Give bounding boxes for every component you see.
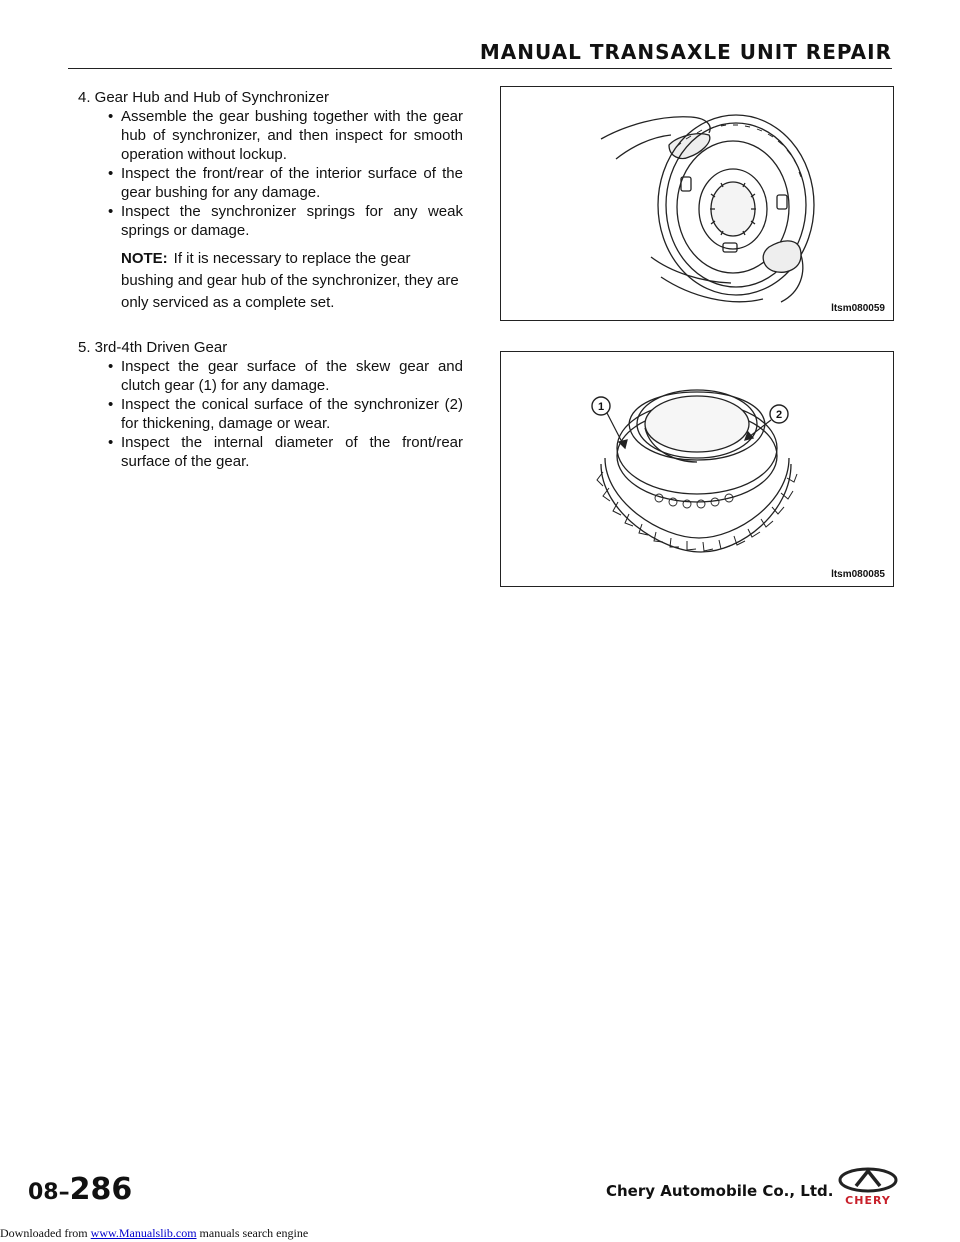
header-title: MANUAL TRANSAXLE UNIT REPAIR <box>479 40 892 64</box>
callout-label: 1 <box>597 401 605 413</box>
figure-driven-gear <box>500 351 894 587</box>
list-item <box>78 357 463 395</box>
page-number-value: 286 <box>69 1172 133 1207</box>
bullet-icon: • <box>108 165 114 182</box>
bullet-icon: • <box>108 203 114 220</box>
bullet-list <box>78 107 463 240</box>
header-rule <box>68 68 892 69</box>
download-notice <box>0 1226 308 1241</box>
company-name: Chery Automobile Co., Ltd. <box>606 1182 834 1200</box>
figure-id: ltsm080085 <box>831 569 885 580</box>
list-item-text: Inspect the internal diameter of the front/rear surface of the gear. <box>121 434 463 470</box>
list-item-text: Assemble the gear bushing together with the gear hub of synchronizer, and then inspect for smooth operation without lockup. <box>121 108 463 163</box>
callout-label: 2 <box>775 409 783 421</box>
driven-gear-illustration <box>501 352 893 586</box>
logo-text: CHERY <box>845 1194 891 1206</box>
list-item <box>78 107 463 164</box>
chery-logo-icon <box>836 1166 900 1206</box>
bullet-icon: • <box>108 358 114 375</box>
bullet-icon: • <box>108 108 114 125</box>
download-prefix: Downloaded from <box>0 1226 88 1240</box>
figure-synchronizer-assembly <box>500 86 894 321</box>
note <box>78 248 463 314</box>
list-item-text: Inspect the front/rear of the interior surface of the gear bushing for any damage. <box>121 165 463 201</box>
figure-id: ltsm080059 <box>831 303 885 314</box>
bullet-icon: • <box>108 434 114 451</box>
list-item <box>78 202 463 240</box>
list-item-text: Inspect the gear surface of the skew gear and clutch gear (1) for any damage. <box>121 358 463 394</box>
bullet-icon: • <box>108 396 114 413</box>
note-label: NOTE: <box>121 250 168 267</box>
synchronizer-hands-illustration <box>501 87 893 320</box>
page-number <box>28 1172 132 1207</box>
list-item <box>78 395 463 433</box>
section-gear-hub <box>78 88 463 314</box>
list-item-text: Inspect the conical surface of the synchronizer (2) for thickening, damage or wear. <box>121 396 463 432</box>
bullet-list <box>78 357 463 471</box>
section-title: 4. Gear Hub and Hub of Synchronizer <box>78 89 329 106</box>
list-item <box>78 433 463 471</box>
list-item <box>78 164 463 202</box>
section-driven-gear <box>78 338 463 471</box>
note-text: If it is necessary to replace the gear bushing and gear hub of the synchronizer, they are only serviced as a complete set. <box>121 250 459 311</box>
list-item-text: Inspect the synchronizer springs for any weak springs or damage. <box>121 203 463 239</box>
download-suffix: manuals search engine <box>199 1226 309 1240</box>
chery-logo <box>836 1166 900 1211</box>
section-title: 5. 3rd-4th Driven Gear <box>78 339 228 356</box>
page-number-prefix: 08– <box>28 1180 70 1205</box>
manualslib-link[interactable]: www.Manualslib.com <box>90 1226 197 1240</box>
